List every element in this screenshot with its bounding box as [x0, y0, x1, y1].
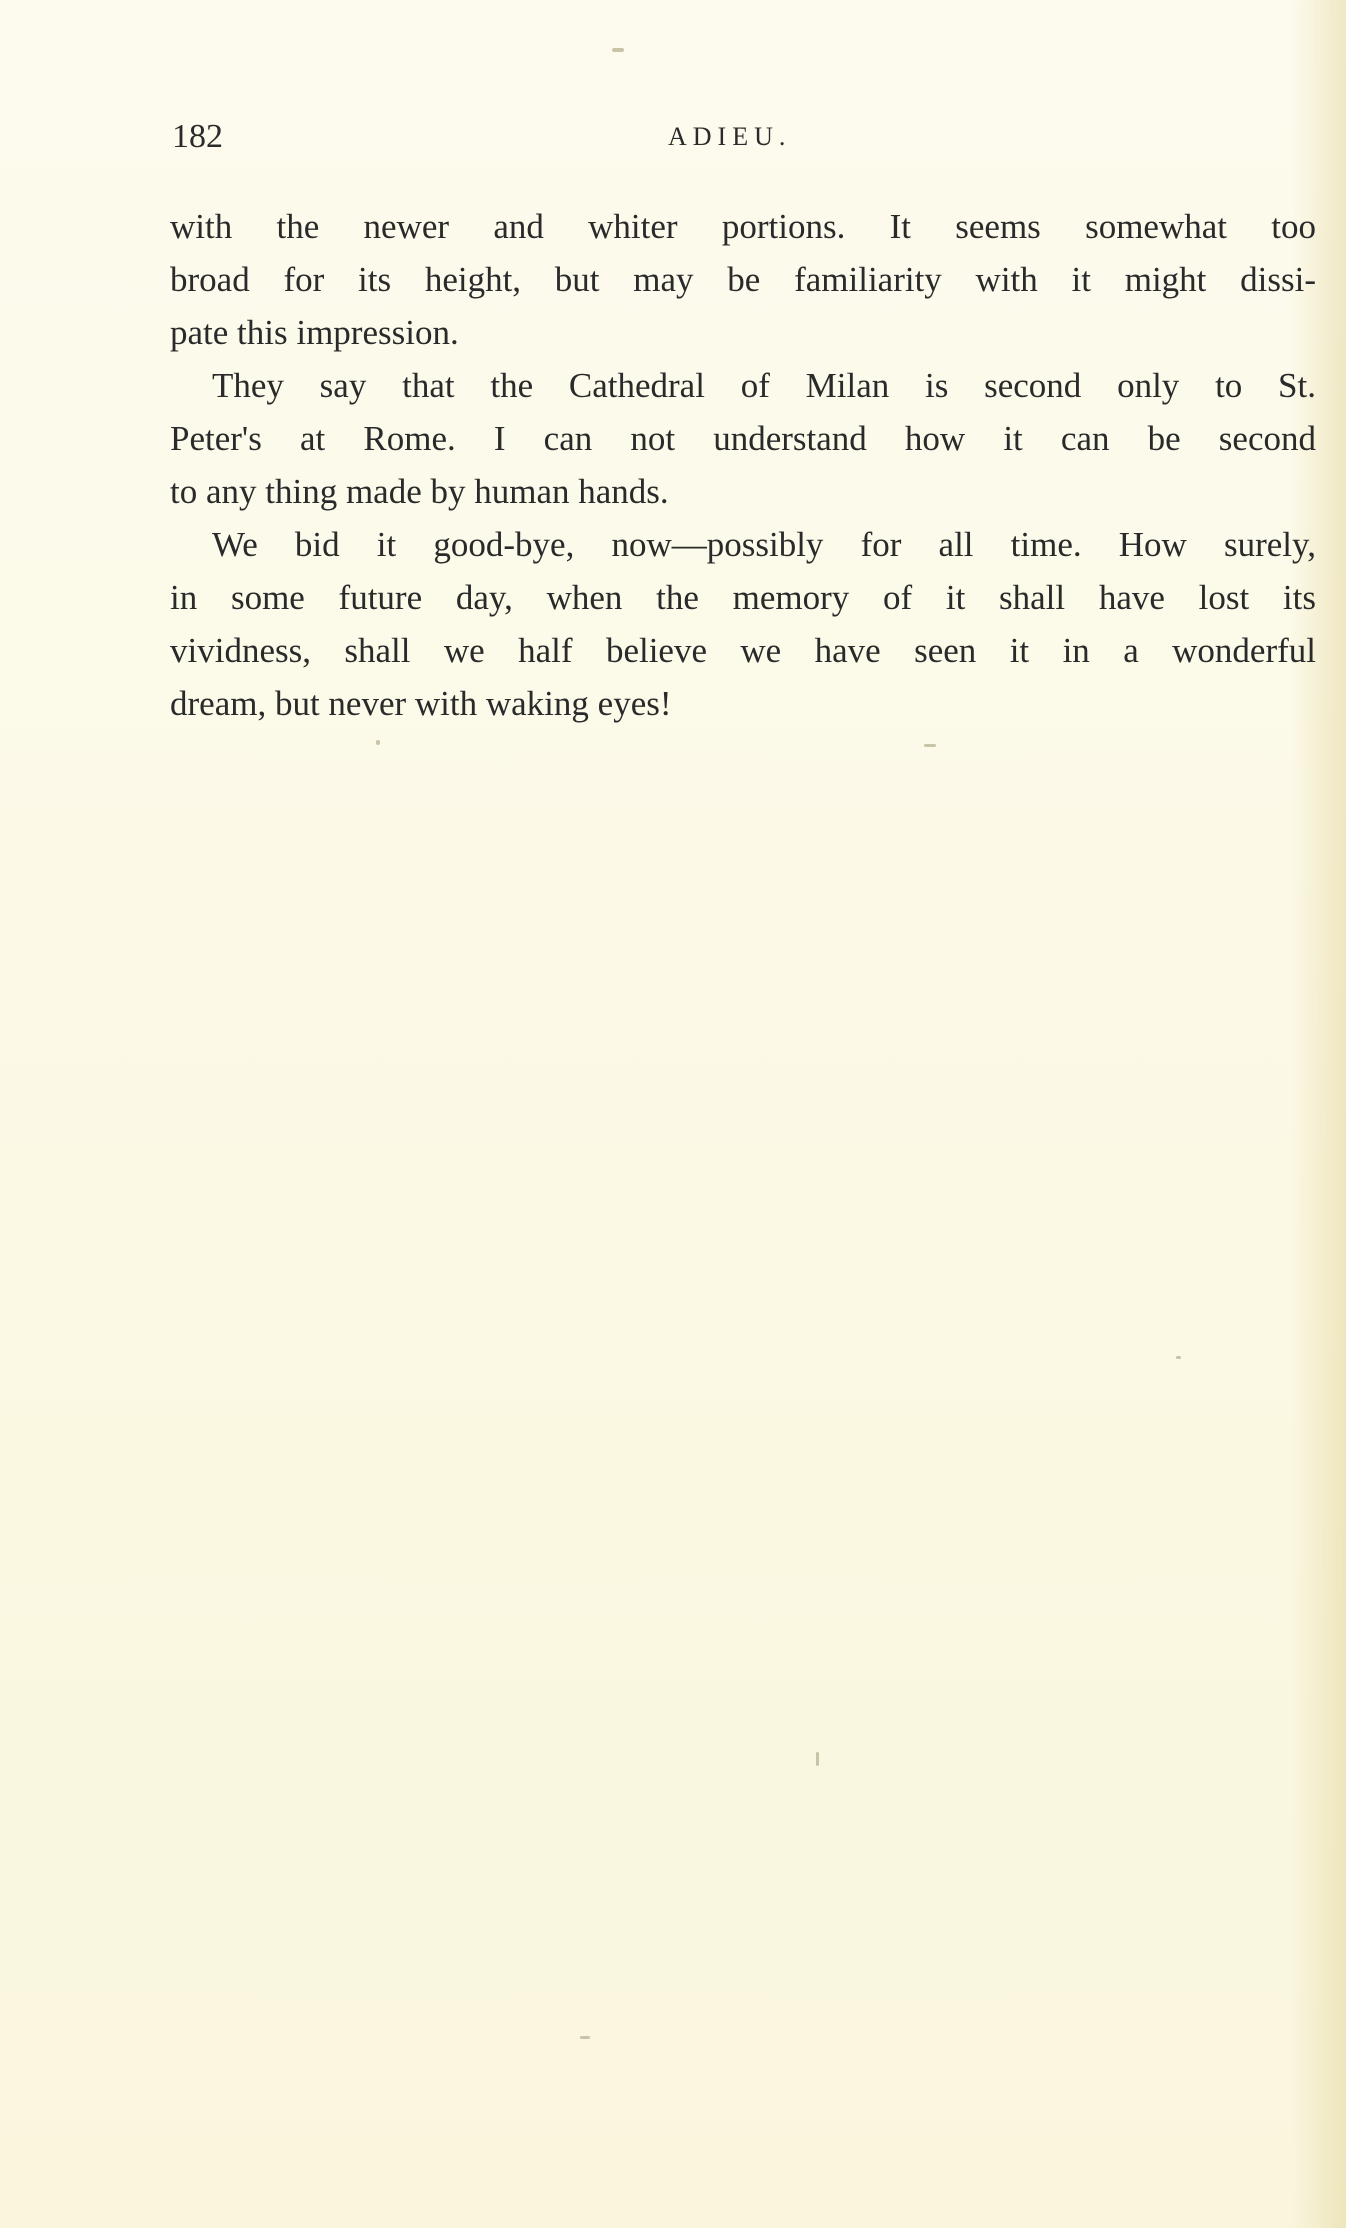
body-text	[170, 200, 1316, 730]
text-line: broad for its height, but may be familiarity with it might dissi-	[170, 260, 1316, 299]
paper-speck	[580, 2036, 590, 2039]
text-line: We bid it good-bye, now—possibly for all time. How surely,	[212, 525, 1316, 564]
paper-speck	[612, 48, 624, 52]
page-header	[172, 118, 1310, 168]
running-title: ADIEU.	[668, 122, 792, 151]
page-number: 182	[172, 118, 223, 155]
paper-speck	[376, 740, 380, 745]
text-line: pate this impression.	[170, 313, 459, 352]
paper-speck	[816, 1752, 819, 1766]
text-line: vividness, shall we half believe we have seen it in a wonderful	[170, 631, 1316, 670]
paper-speck	[924, 744, 936, 747]
text-line: Peter's at Rome. I can not understand how it can be second	[170, 419, 1316, 458]
text-line: in some future day, when the memory of it shall have lost its	[170, 578, 1316, 617]
paper-speck	[1176, 1356, 1181, 1359]
text-line: with the newer and whiter portions. It seems somewhat too	[170, 207, 1316, 246]
text-line: dream, but never with waking eyes!	[170, 684, 672, 723]
text-line: to any thing made by human hands.	[170, 472, 669, 511]
text-line: They say that the Cathedral of Milan is second only to St.	[212, 366, 1316, 405]
